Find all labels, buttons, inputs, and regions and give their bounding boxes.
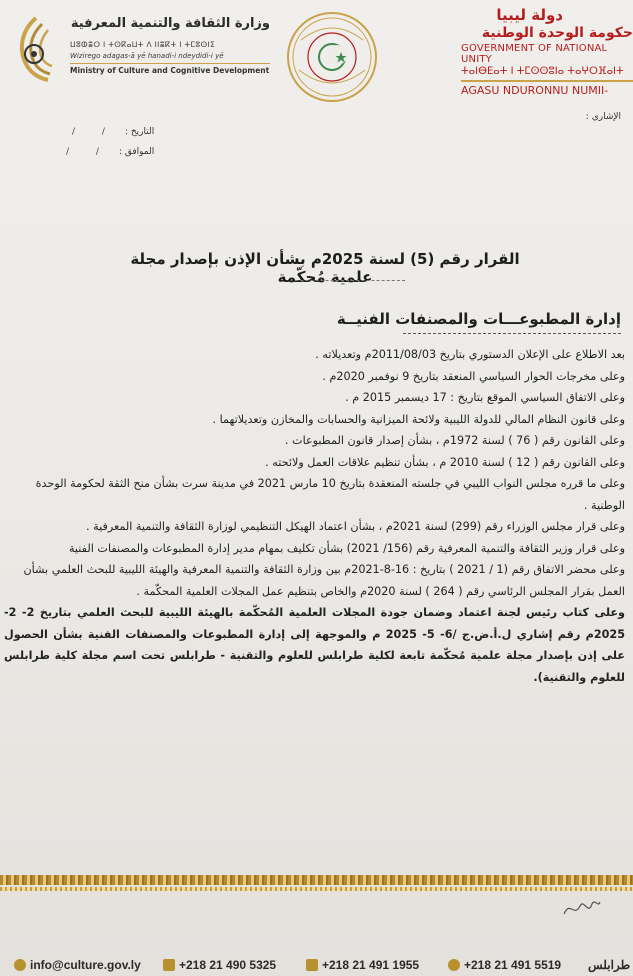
administration-heading: إدارة المطبوعـــات والمصنفات الفنيــة bbox=[336, 310, 621, 328]
footer-contacts bbox=[0, 958, 633, 976]
header-gold-rule bbox=[461, 80, 633, 82]
body-paragraph: بعد الاطلاع على الإعلان الدستوري بتاريخ 2011/08/03م وتعديلاته . bbox=[315, 348, 625, 361]
government-name-tifinagh: ⵜⴰⵏⴱⴹⴰⵜ ⵏ ⵜⵎⵙⵙⵓⵏⴰ ⵜⴰⵖⵔⴼⴰⵏⵜ bbox=[461, 66, 624, 77]
fax-icon bbox=[306, 959, 318, 971]
administration-dashed-rule bbox=[403, 333, 621, 334]
phone-3-text: +218 21 491 5519 bbox=[464, 958, 562, 972]
ministry-name-ar: وزارة الثقافة والتنمية المعرفية bbox=[70, 16, 270, 31]
government-header bbox=[453, 6, 633, 97]
decision-title: القرار رقم (5) لسنة 2025م بشأن الإذن بإصدار مجلة علمية مُحكّمة bbox=[130, 250, 520, 286]
footer-email bbox=[14, 958, 141, 972]
date-label: التاريخ : bbox=[124, 127, 155, 137]
body-paragraph: وعلى محضر الاتفاق رقم (1 / 2021 ) بتاريخ : 16-8-2021م بين وزارة الثقافة والتنمية المعرفية والهيئة الليبية للبحث العلمي بشأن العمل بقرار المجلس الرئاسي رقم ( 264 ) لسنة 2020م والخاص بتنظيم عمل المجلات العلمية المحكّمة . bbox=[23, 563, 625, 598]
footer-phone-2 bbox=[306, 958, 419, 972]
phone-2-text: +218 21 491 1955 bbox=[322, 958, 420, 972]
footer-city bbox=[588, 958, 630, 972]
corresponding-slashes: / / bbox=[66, 147, 111, 157]
ministry-logo-icon bbox=[12, 14, 60, 84]
state-emblem-icon bbox=[285, 10, 379, 104]
body-paragraph: وعلى قرار مجلس الوزراء رقم (299) لسنة 2021م ، بشأن اعتماد الهيكل التنظيمي لوزارة الثقافة والتنمية المعرفية . bbox=[85, 520, 625, 533]
reference-label: الإشاري : bbox=[585, 112, 621, 122]
government-name-ar: حكومة الوحدة الوطنية bbox=[481, 25, 633, 41]
footer-phone-3 bbox=[448, 958, 561, 972]
title-dashed-rule bbox=[295, 280, 405, 281]
corresponding-label: الموافق : bbox=[118, 147, 155, 157]
phone-icon bbox=[448, 959, 460, 971]
state-name: دولة ليبيا bbox=[496, 6, 563, 24]
footer-phone-1 bbox=[163, 958, 276, 972]
body-paragraph: وعلى قرار وزير الثقافة والتنمية المعرفية رقم (156/ 2021) بشأن تكليف بمهام مدير إدارة المطبوعات والمصنفات الفنية bbox=[68, 541, 625, 555]
body-paragraph: وعلى قانون النظام المالي للدولة الليبية ولائحة الميزانية والحسابات والمخازن وتعديلاتهما . bbox=[212, 412, 625, 426]
body-paragraph: وعلى القانون رقم ( 12 ) لسنة 2010 م ، بشأن تنظيم علاقات العمل ولائحته . bbox=[265, 455, 625, 469]
ministry-name-tifinagh: ⵡⵓⵀⴻⵔ ⵏ ⵜⵙⴽⴰⵡⵜ ⴷ ⵏⵏⴻⴽⵜ ⵏ ⵜⵎⵓⵙⵏⵉ bbox=[70, 40, 215, 49]
body-paragraph: وعلى ما قرره مجلس النواب الليبي في جلسته المنعقدة بتاريخ 10 مارس 2021 في مدينة سرت بشأن منح الثقة لحكومة الوحدة الوطنية . bbox=[35, 477, 625, 512]
reference-field bbox=[586, 112, 621, 122]
email-text: info@culture.gov.ly bbox=[30, 958, 141, 972]
body-paragraph: وعلى كتاب رئيس لجنة اعتماد وضمان جودة المجلات العلمية المُحكّمة بالهيئة الليبية للبحث العلمي بتاريخ 2- 2- 2025م رقم إشاري ل.أ.ض.ج /6- 5- 2025 م والموجهة إلى إدارة المطبوعات والمصنفات الفنية بشأن الحصول على إذن بإصدار مجلة علمية مُحكّمة تابعة لكلية طرابلس للعلوم والتقنية - طرابلس تحت اسم مجلة كلية طرابلس للعلوم والتقنية). bbox=[4, 606, 625, 684]
city-text: طرابلس bbox=[588, 958, 631, 972]
government-name-amazigh: AGASU NDURONNU NUMII- bbox=[461, 84, 609, 97]
fax-icon bbox=[163, 959, 175, 971]
footer-ornament-band-thin bbox=[0, 887, 633, 891]
decision-body bbox=[4, 344, 625, 688]
ministry-gold-rule bbox=[70, 63, 270, 64]
date-slashes: / / bbox=[72, 127, 117, 137]
signature-mark bbox=[562, 896, 602, 920]
ministry-name-en: Ministry of Culture and Cognitive Development bbox=[70, 66, 270, 75]
phone-1-text: +218 21 490 5325 bbox=[179, 958, 277, 972]
government-name-en: GOVERNMENT OF NATIONAL UNITY bbox=[461, 43, 608, 65]
body-paragraph: وعلى الاتفاق السياسي الموقع بتاريخ : 17 ديسمبر 2015 م . bbox=[345, 391, 625, 404]
body-paragraph: وعلى مخرجات الحوار السياسي المنعقد بتاريخ 9 نوفمبر 2020م . bbox=[322, 369, 625, 383]
body-paragraph: وعلى القانون رقم ( 76 ) لسنة 1972م ، بشأن إصدار قانون المطبوعات . bbox=[284, 434, 625, 447]
email-icon bbox=[14, 959, 26, 971]
date-fields bbox=[66, 122, 154, 162]
footer-ornament-band bbox=[0, 875, 633, 885]
ministry-name-local: Wizirego adagas-ā yē hanadi-i ndeydidi-i yē bbox=[70, 52, 224, 60]
